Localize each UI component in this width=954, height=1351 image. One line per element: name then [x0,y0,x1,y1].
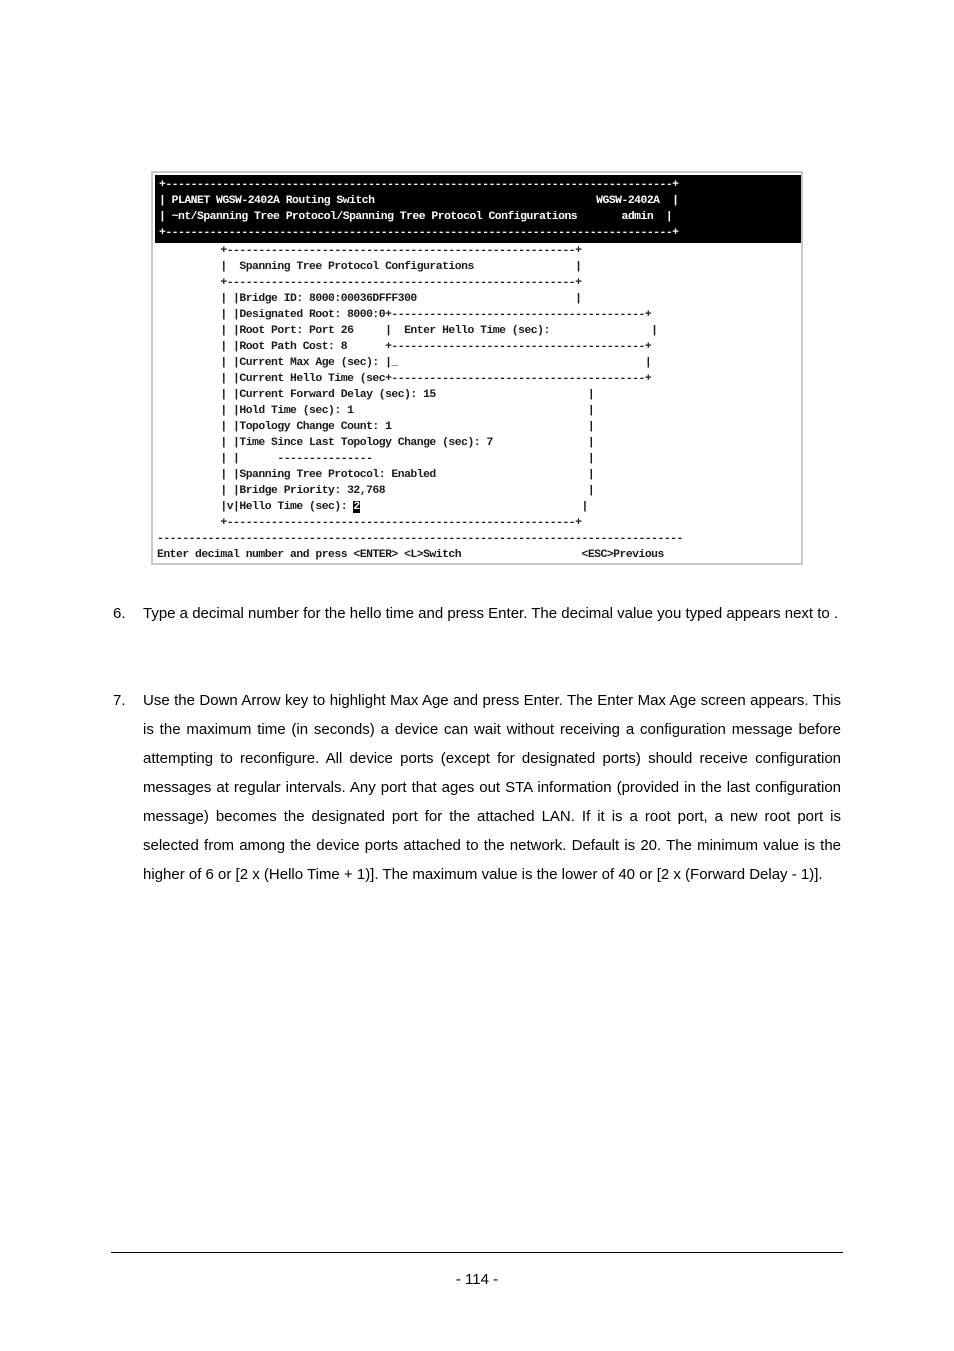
step-6 [113,599,843,657]
terminal-title-bar [155,175,801,243]
step-6-number: 6. [113,605,126,622]
stp-hello-time-row-tail: | [359,501,588,513]
terminal-header-border-bottom: +--------------------------------------------------------------------------------+ [159,227,679,239]
stp-current-hello-time[interactable]: | |Current Hello Time (sec+----------------------------------------+ [157,373,652,385]
stp-current-max-age-input[interactable]: | |Current Max Age (sec): |_ | [157,357,652,369]
terminal-key-hints: Enter decimal number and press <ENTER> <L>Switch <ESC>Previous [157,549,664,561]
stp-panel-border-bottom: +-------------------------------------------------------+ [157,517,582,529]
terminal-header-border-top: +--------------------------------------------------------------------------------+ [159,179,679,191]
terminal-screenshot [151,171,803,565]
step-6-text: Type a decimal number for the hello time and press Enter. The decimal value you typed appears next to . [143,605,839,622]
stp-panel-title: | Spanning Tree Protocol Configurations | [157,261,582,273]
stp-topology-change-count[interactable]: | |Topology Change Count: 1 | [157,421,595,433]
stp-separator: | | --------------- | [157,453,595,465]
page-number: - 114 - [455,1271,499,1288]
stp-hello-time-value-cursor[interactable]: 2 [353,501,360,513]
stp-root-path-cost[interactable]: | |Root Path Cost: 8 +----------------------------------------+ [157,341,652,353]
terminal-footer-rule: ----------------------------------------------------------------------------------- [157,533,683,545]
stp-hold-time[interactable]: | |Hold Time (sec): 1 | [157,405,595,417]
step-7-number: 7. [113,692,126,709]
stp-panel-border-top: +-------------------------------------------------------+ [157,245,582,257]
footer-rule [111,1252,843,1253]
step-7-text: Use the Down Arrow key to highlight Max Age and press Enter. The Enter Max Age screen appears. This is the maximum time (in seconds) a device can wait without receiving a configuration message before attempting to reconfigure. All device ports (except for designated ports) should receive configuration messages at regular intervals. Any port that ages out STA information (provided in the last configuration message) becomes the designated port for the attached LAN. If it is a root port, a new root port is selected from among the device ports attached to the network. Default is 20. The minimum value is the higher of 6 or [2 x (Hello Time + 1)]. The maximum value is the lower of 40 or [2 x (Forward Delay - 1)]. [143,692,841,883]
stp-designated-root[interactable]: | |Designated Root: 8000:0+----------------------------------------+ [157,309,652,321]
stp-hello-time-label: |v|Hello Time (sec): [157,501,354,513]
stp-bridge-id[interactable]: | |Bridge ID: 8000:00036DFFF300 | [157,293,582,305]
step-7 [113,686,843,918]
stp-protocol-status[interactable]: | |Spanning Tree Protocol: Enabled | [157,469,595,481]
terminal-product-title: | PLANET WGSW-2402A Routing Switch WGSW-2402A | [159,195,679,207]
stp-root-port-and-hello-prompt[interactable]: | |Root Port: Port 26 | Enter Hello Time (sec): | [157,325,658,337]
stp-time-since-topology-change[interactable]: | |Time Since Last Topology Change (sec): 7 | [157,437,595,449]
stp-current-forward-delay[interactable]: | |Current Forward Delay (sec): 15 | [157,389,595,401]
stp-bridge-priority[interactable]: | |Bridge Priority: 32,768 | [157,485,595,497]
terminal-breadcrumb-path: | ~nt/Spanning Tree Protocol/Spanning Tree Protocol Configurations admin | [159,211,673,223]
stp-panel-border-title: +-------------------------------------------------------+ [157,277,582,289]
stp-hello-time-row[interactable] [157,499,588,515]
